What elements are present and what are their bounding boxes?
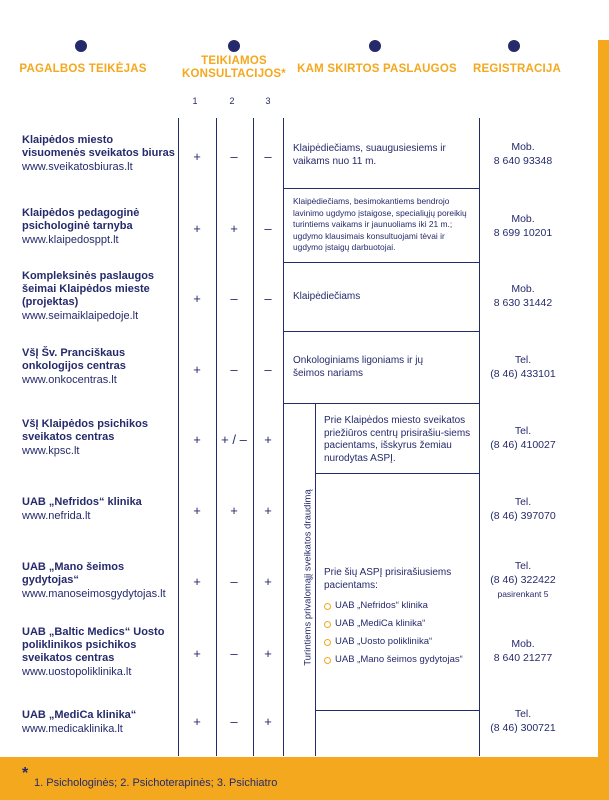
mark-7-1: + xyxy=(193,574,201,589)
mark-5-3: + xyxy=(264,432,272,447)
subheader-3: 3 xyxy=(265,96,271,106)
mark-8-3: + xyxy=(264,646,272,661)
mark-1-3: – xyxy=(264,149,272,164)
grid-vline-4 xyxy=(283,118,284,756)
mark-3-1: + xyxy=(193,291,201,306)
provider-link[interactable]: www.onkocentras.lt xyxy=(22,374,117,386)
provider-link[interactable]: www.seimaiklaipedoje.lt xyxy=(22,310,139,322)
provider-name-line: UAB „MediCa klinika“ xyxy=(22,709,137,721)
provider-name-line: UAB „Mano šeimos xyxy=(22,561,125,573)
mark-1-2: – xyxy=(230,149,238,164)
provider-1 xyxy=(22,134,177,174)
registration-label: Mob. xyxy=(511,141,535,153)
provider-name-line: Klaipėdos pedagoginė xyxy=(22,207,140,219)
mark-8-2: – xyxy=(230,646,238,661)
registration-3 xyxy=(468,283,578,310)
service-text-3: Klaipėdiečiams xyxy=(293,291,361,302)
provider-name-line: VšĮ Šv. Pranciškaus xyxy=(22,347,126,359)
provider-link[interactable]: www.nefrida.lt xyxy=(22,510,91,522)
mark-6-3: + xyxy=(264,503,272,518)
service-text-5: Prie Klaipėdos miesto sveikatos priežiūros centrų prisirašiu-siems pacientams, išskyrus žemiau nurodytas ASPĮ. xyxy=(324,415,471,464)
ring-bullet-icon xyxy=(324,639,331,646)
header-consult xyxy=(174,55,294,81)
mark-4-2: – xyxy=(230,362,238,377)
mark-9-1: + xyxy=(193,714,201,729)
provider-name-line: Kompleksinės paslaugos xyxy=(22,270,155,282)
header-consult-line-2: KONSULTACIJOS* xyxy=(182,68,286,80)
provider-link[interactable]: www.kpsc.lt xyxy=(22,445,80,457)
mark-3-2: – xyxy=(230,291,238,306)
provider-link[interactable]: www.medicaklinika.lt xyxy=(22,723,123,735)
mark-9-2: – xyxy=(230,714,238,729)
service-vertical-label: Turintiems privalomąjį sveikatos draudimą xyxy=(302,489,314,666)
grid-hline-6 xyxy=(315,710,479,711)
mark-5-1: + xyxy=(193,432,201,447)
grid-vline-1 xyxy=(178,118,179,756)
header-consult-line-1: TEIKIAMOS xyxy=(201,55,267,67)
mark-7-2: – xyxy=(230,574,238,589)
provider-name-line: onkologijos centras xyxy=(22,360,126,372)
provider-name-line: VšĮ Klaipėdos psichikos xyxy=(22,418,148,430)
footnote-star: * xyxy=(22,765,29,782)
header-provider: PAGALBOS TEIKĖJAS xyxy=(19,63,147,75)
grid-hline-3 xyxy=(283,331,479,332)
grid-vline-6 xyxy=(315,403,316,756)
registration-phone[interactable]: 8 640 21277 xyxy=(493,651,553,664)
mark-2-3: – xyxy=(264,221,272,236)
mark-9-3: + xyxy=(264,714,272,729)
provider-4 xyxy=(22,347,177,387)
subheader-1: 1 xyxy=(192,96,198,106)
provider-name-line: (projektas) xyxy=(22,296,79,308)
header-target: KAM SKIRTOS PASLAUGOS xyxy=(297,63,457,75)
list-item xyxy=(324,597,484,615)
registration-label: Tel. xyxy=(514,354,532,366)
right-edge-stripe xyxy=(598,40,609,757)
registration-6 xyxy=(468,496,578,523)
registration-label: Tel. xyxy=(514,425,532,437)
service-text-6: Prie šių ASPĮ prisirašiusiems pacientams: xyxy=(324,567,452,591)
registration-8 xyxy=(468,638,578,665)
registration-note: pasirenkant 5 xyxy=(497,589,549,599)
mark-6-1: + xyxy=(193,503,201,518)
registration-1 xyxy=(468,141,578,168)
service-text-2: Klaipėdiečiams, besimokantiems bendrojo lavinimo ugdymo įstaigose, specialiųjų poreikių turintiems vaikams ir jaunuoliams iki 21 m.; ugdymo klausimais konsultuojami tėvai ir ugdymo įstaigų darbuotojai. xyxy=(293,196,467,252)
provider-link[interactable]: www.manoseimosgydytojas.lt xyxy=(22,588,166,600)
list-item-label: UAB „Mano šeimos gydytojas“ xyxy=(335,654,463,665)
provider-8 xyxy=(22,626,177,679)
provider-name-line: visuomenės sveikatos biuras xyxy=(22,147,175,159)
provider-name-line: poliklinikos psichikos xyxy=(22,639,137,651)
mark-7-3: + xyxy=(264,574,272,589)
registration-2 xyxy=(468,213,578,240)
mark-2-2: + xyxy=(230,221,238,236)
provider-name-line: psichologinė tarnyba xyxy=(22,220,133,232)
registration-label: Mob. xyxy=(511,283,535,295)
provider-link[interactable]: www.klaipedosppt.lt xyxy=(22,234,119,246)
registration-label: Tel. xyxy=(514,708,532,720)
provider-9 xyxy=(22,709,177,736)
footnote-text: 1. Psichologinės; 2. Psichoterapinės; 3. Psichiatro xyxy=(34,777,278,789)
subheader-2: 2 xyxy=(229,96,235,106)
mark-4-3: – xyxy=(264,362,272,377)
registration-phone[interactable]: (8 46) 410027 xyxy=(490,438,556,451)
service-clinic-list xyxy=(324,597,484,669)
grid-hline-5 xyxy=(315,473,479,474)
provider-name-line: sveikatos centras xyxy=(22,652,115,664)
list-item-label: UAB „MediCa klinika“ xyxy=(335,618,426,629)
list-item-label: UAB „Uosto poliklinika“ xyxy=(335,636,433,647)
service-text-1: Klaipėdiečiams, suaugusiesiems ir vaikams nuo 11 m. xyxy=(293,143,446,167)
registration-label: Tel. xyxy=(514,560,532,572)
provider-name-line: Klaipėdos miesto xyxy=(22,134,114,146)
registration-phone[interactable]: 8 640 93348 xyxy=(493,154,553,167)
provider-name-line: sveikatos centras xyxy=(22,431,115,443)
provider-name-line: UAB „Baltic Medics“ Uosto xyxy=(22,626,165,638)
provider-7 xyxy=(22,561,177,601)
grid-hline-1 xyxy=(283,188,479,189)
header-dot-target xyxy=(369,40,381,52)
registration-phone[interactable]: (8 46) 300721 xyxy=(490,721,556,734)
list-item xyxy=(324,651,484,669)
registration-label: Mob. xyxy=(511,213,535,225)
registration-phone[interactable]: (8 46) 322422 xyxy=(490,573,556,586)
registration-phone[interactable]: 8 699 10201 xyxy=(493,226,553,239)
provider-link[interactable]: www.uostopoliklinika.lt xyxy=(22,666,132,678)
list-item xyxy=(324,615,484,633)
provider-link[interactable]: www.sveikatosbiuras.lt xyxy=(22,161,133,173)
header-dot-consult xyxy=(228,40,240,52)
registration-phone[interactable]: (8 46) 397070 xyxy=(490,509,556,522)
header-dot-registration xyxy=(508,40,520,52)
provider-name-line: šeimai Klaipėdos mieste xyxy=(22,283,150,295)
mark-8-1: + xyxy=(193,646,201,661)
provider-name-line: gydytojas“ xyxy=(22,574,79,586)
ring-bullet-icon xyxy=(324,603,331,610)
footer-note xyxy=(0,757,609,800)
registration-label: Mob. xyxy=(511,638,535,650)
service-text-4: Onkologiniams ligoniams ir jų šeimos nariams xyxy=(293,355,424,379)
registration-5 xyxy=(468,425,578,452)
header-dot-provider xyxy=(75,40,87,52)
provider-5 xyxy=(22,418,177,458)
list-item xyxy=(324,633,484,651)
registration-label: Tel. xyxy=(514,496,532,508)
registration-phone[interactable]: 8 630 31442 xyxy=(493,296,553,309)
registration-phone[interactable]: (8 46) 433101 xyxy=(490,367,556,380)
mark-1-1: + xyxy=(193,149,201,164)
provider-name-line: UAB „Nefridos“ klinika xyxy=(22,496,142,508)
mark-6-2: + xyxy=(230,503,238,518)
mark-4-1: + xyxy=(193,362,201,377)
header-registration: REGISTRACIJA xyxy=(472,63,562,75)
registration-7 xyxy=(468,560,578,601)
provider-2 xyxy=(22,207,177,247)
mark-5-2: + / – xyxy=(221,432,247,447)
provider-3 xyxy=(22,270,177,323)
mark-3-3: – xyxy=(264,291,272,306)
mark-2-1: + xyxy=(193,221,201,236)
provider-6 xyxy=(22,496,177,523)
grid-hline-2 xyxy=(283,262,479,263)
ring-bullet-icon xyxy=(324,621,331,628)
registration-9 xyxy=(468,708,578,735)
ring-bullet-icon xyxy=(324,657,331,664)
grid-hline-4 xyxy=(283,403,479,404)
list-item-label: UAB „Nefridos“ klinika xyxy=(335,600,428,611)
registration-4 xyxy=(468,354,578,381)
